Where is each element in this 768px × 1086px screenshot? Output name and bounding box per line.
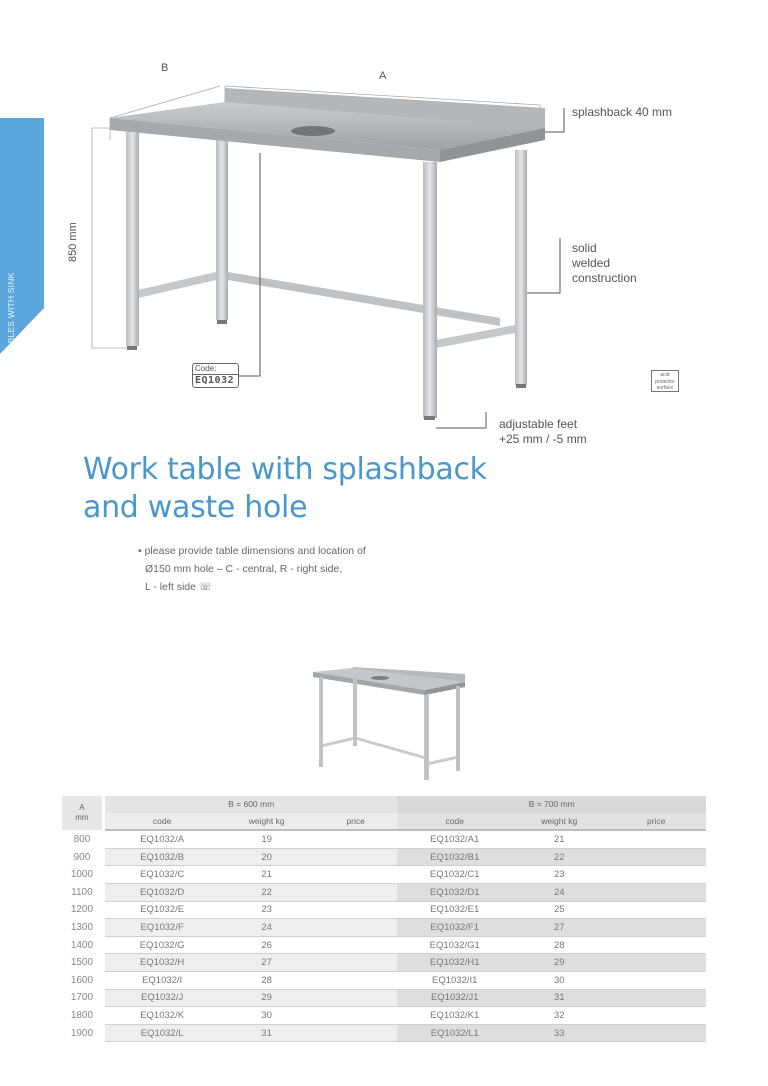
foot — [217, 320, 227, 324]
col-a-header — [62, 796, 103, 830]
table-row — [62, 901, 706, 919]
code-cell: EQ1032/F1 — [397, 919, 512, 937]
header-code: code — [397, 813, 512, 831]
length-cell: 1200 — [62, 901, 103, 919]
price-cell — [314, 1007, 398, 1025]
length-cell: 900 — [62, 848, 103, 866]
construction-label — [572, 241, 637, 286]
table-row — [62, 936, 706, 954]
code-cell: EQ1032/C — [103, 866, 219, 884]
table-row — [62, 1007, 706, 1025]
note-line: L - left side ☏ — [145, 581, 213, 593]
length-cell: 1400 — [62, 936, 103, 954]
product-code-box — [192, 363, 239, 388]
weight-cell: 32 — [512, 1007, 607, 1025]
code-cell: EQ1032/I1 — [397, 971, 512, 989]
code-value: EQ1032 — [195, 375, 235, 386]
length-cell: 1700 — [62, 989, 103, 1007]
code-cell: EQ1032/L — [103, 1024, 219, 1042]
construction-line: welded — [572, 256, 611, 270]
table-row — [62, 971, 706, 989]
waste-hole — [291, 126, 335, 136]
length-cell: 1100 — [62, 883, 103, 901]
header-code: code — [103, 813, 219, 831]
table-row — [62, 1024, 706, 1042]
front-left-leg — [126, 132, 139, 346]
note-line: Ø150 mm hole – C - central, R - right side, — [145, 563, 343, 575]
rear-left-leg — [216, 140, 228, 320]
length-cell: 1500 — [62, 954, 103, 972]
feet-line: +25 mm / -5 mm — [499, 432, 587, 446]
price-cell — [314, 901, 398, 919]
price-cell — [607, 883, 706, 901]
weight-cell: 29 — [219, 989, 314, 1007]
weight-cell: 28 — [512, 936, 607, 954]
code-cell: EQ1032/A — [103, 830, 219, 848]
price-cell — [314, 936, 398, 954]
code-cell: EQ1032/G — [103, 936, 219, 954]
badge-line: surface — [656, 385, 674, 391]
code-cell: EQ1032/A1 — [397, 830, 512, 848]
side-stretcher-right — [436, 325, 515, 348]
weight-cell: 21 — [219, 866, 314, 884]
col-a-unit: mm — [75, 813, 89, 823]
weight-cell: 21 — [512, 830, 607, 848]
col-a-label: A — [79, 803, 85, 813]
table-row — [62, 883, 706, 901]
price-cell — [314, 1024, 398, 1042]
weight-cell: 20 — [219, 848, 314, 866]
price-cell — [607, 989, 706, 1007]
length-cell: 1300 — [62, 919, 103, 937]
price-cell — [314, 919, 398, 937]
title-line: and waste hole — [83, 490, 308, 525]
weight-cell: 26 — [219, 936, 314, 954]
price-cell — [607, 1007, 706, 1025]
table-row — [62, 954, 706, 972]
price-cell — [607, 971, 706, 989]
weight-cell: 23 — [219, 901, 314, 919]
table-row — [62, 848, 706, 866]
table-row — [62, 866, 706, 884]
code-cell: EQ1032/B — [103, 848, 219, 866]
price-cell — [314, 971, 398, 989]
splashback-label: splashback 40 mm — [572, 105, 673, 119]
acid-protector-badge — [651, 370, 679, 392]
table-row — [62, 989, 706, 1007]
length-cell: 1600 — [62, 971, 103, 989]
price-cell — [314, 848, 398, 866]
badge-line: protector — [655, 378, 675, 385]
price-cell — [607, 936, 706, 954]
price-cell — [314, 883, 398, 901]
product-note — [138, 542, 366, 596]
price-cell — [607, 1024, 706, 1042]
header-price: price — [607, 813, 706, 831]
construction-line: solid — [572, 241, 597, 255]
header-weight: weight kg — [219, 813, 314, 831]
code-cell: EQ1032/J1 — [397, 989, 512, 1007]
code-cell: EQ1032/K — [103, 1007, 219, 1025]
front-right-leg — [423, 162, 437, 418]
weight-cell: 22 — [219, 883, 314, 901]
price-cell — [314, 954, 398, 972]
code-label: Code: — [193, 364, 238, 375]
code-cell: EQ1032/E1 — [397, 901, 512, 919]
weight-cell: 33 — [512, 1024, 607, 1042]
length-cell: 1800 — [62, 1007, 103, 1025]
weight-cell: 19 — [219, 830, 314, 848]
code-cell: EQ1032/F — [103, 919, 219, 937]
code-cell: EQ1032/K1 — [397, 1007, 512, 1025]
price-cell — [314, 830, 398, 848]
price-cell — [607, 866, 706, 884]
group-header-700: B = 700 mm — [397, 796, 706, 813]
code-cell: EQ1032/C1 — [397, 866, 512, 884]
weight-cell: 24 — [512, 883, 607, 901]
price-cell — [607, 919, 706, 937]
weight-cell: 30 — [219, 1007, 314, 1025]
foot — [127, 346, 137, 350]
weight-cell: 27 — [512, 919, 607, 937]
weight-cell: 23 — [512, 866, 607, 884]
code-cell: EQ1032/L1 — [397, 1024, 512, 1042]
weight-cell: 30 — [512, 971, 607, 989]
feet-line: adjustable feet — [499, 417, 578, 431]
weight-cell: 22 — [512, 848, 607, 866]
section-tab — [0, 118, 44, 354]
badge-line: acid — [660, 372, 670, 378]
product-thumbnail — [305, 662, 475, 784]
long-stretcher — [228, 272, 500, 326]
code-cell: EQ1032/D — [103, 883, 219, 901]
weight-cell: 24 — [219, 919, 314, 937]
code-cell: EQ1032/H1 — [397, 954, 512, 972]
price-cell — [607, 830, 706, 848]
side-stretcher — [138, 272, 216, 298]
title-line: Work table with splashback — [83, 452, 487, 487]
height-label: 850 mm — [67, 222, 79, 262]
code-cell: EQ1032/E — [103, 901, 219, 919]
price-cell — [607, 954, 706, 972]
price-cell — [607, 848, 706, 866]
length-cell: 1000 — [62, 866, 103, 884]
table-row — [62, 919, 706, 937]
dimension-a-label: A — [379, 70, 387, 82]
section-tab-label: TABLES WITH SINK — [6, 272, 16, 354]
group-header-600: B = 600 mm — [103, 796, 397, 813]
header-price: price — [314, 813, 398, 831]
length-cell: 800 — [62, 830, 103, 848]
weight-cell: 31 — [512, 989, 607, 1007]
code-cell: EQ1032/B1 — [397, 848, 512, 866]
note-line: • please provide table dimensions and location of — [138, 545, 366, 557]
product-title — [83, 451, 487, 527]
table-drawing — [60, 50, 620, 430]
foot — [516, 384, 526, 388]
price-cell — [314, 989, 398, 1007]
code-cell: EQ1032/D1 — [397, 883, 512, 901]
weight-cell: 25 — [512, 901, 607, 919]
spec-table — [62, 796, 706, 1042]
construction-line: construction — [572, 271, 637, 285]
dimension-b-label: B — [161, 62, 169, 74]
weight-cell: 27 — [219, 954, 314, 972]
weight-cell: 31 — [219, 1024, 314, 1042]
weight-cell: 29 — [512, 954, 607, 972]
rear-right-leg — [515, 150, 527, 385]
weight-cell: 28 — [219, 971, 314, 989]
foot — [424, 416, 435, 420]
code-cell: EQ1032/G1 — [397, 936, 512, 954]
length-cell: 1900 — [62, 1024, 103, 1042]
table-row — [62, 830, 706, 848]
price-cell — [607, 901, 706, 919]
header-weight: weight kg — [512, 813, 607, 831]
code-cell: EQ1032/J — [103, 989, 219, 1007]
feet-label — [499, 417, 587, 447]
code-cell: EQ1032/I — [103, 971, 219, 989]
price-cell — [314, 866, 398, 884]
code-cell: EQ1032/H — [103, 954, 219, 972]
